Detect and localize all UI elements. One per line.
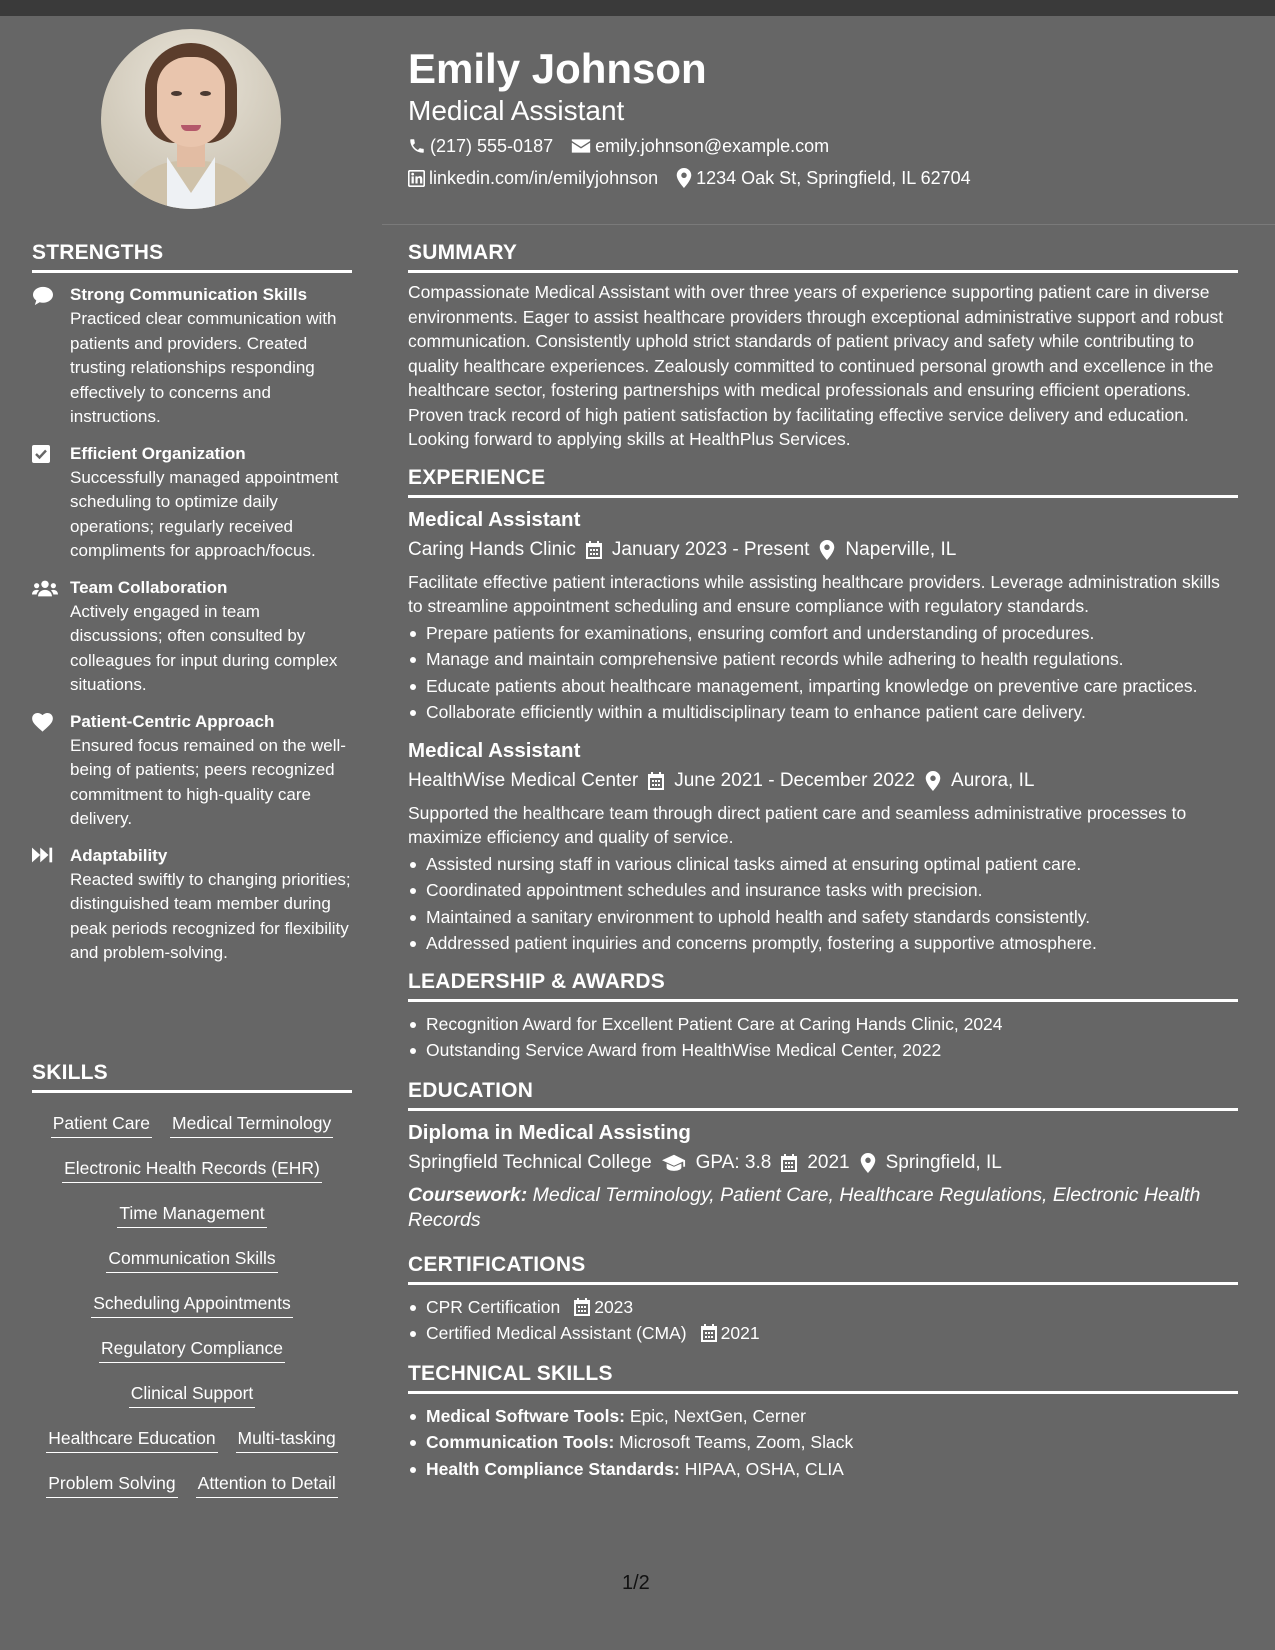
skill-tag: Clinical Support	[129, 1383, 256, 1408]
strength-title: Patient-Centric Approach	[70, 711, 275, 731]
address-text: 1234 Oak St, Springfield, IL 62704	[696, 168, 971, 188]
envelope-icon	[571, 138, 591, 154]
technical-skill-label: Medical Software Tools:	[426, 1405, 626, 1426]
skill-tag: Time Management	[117, 1203, 266, 1228]
technical-skill-value: Epic, NextGen, Cerner	[629, 1405, 806, 1426]
phone-icon	[408, 137, 426, 155]
coursework-label: Coursework:	[408, 1183, 528, 1206]
skill-tag: Attention to Detail	[196, 1473, 338, 1498]
summary-heading: SUMMARY	[408, 241, 1238, 273]
job-bullet: Coordinated appointment schedules and insurance tasks with precision.	[408, 878, 1238, 903]
skill-row	[32, 1103, 352, 1148]
technical-skill-label: Health Compliance Standards:	[426, 1458, 680, 1479]
experience-heading: EXPERIENCE	[408, 466, 1238, 498]
school-name: Springfield Technical College	[408, 1151, 652, 1173]
skill-row	[32, 1148, 352, 1193]
strength-item	[32, 283, 352, 430]
skill-tag: Multi-tasking	[236, 1428, 338, 1453]
award-item: Recognition Award for Excellent Patient Care at Caring Hands Clinic, 2024	[408, 1012, 1238, 1037]
phone-text: (217) 555-0187	[430, 136, 554, 156]
strength-description: Successfully managed appointment scheduling to optimize daily operations; regularly received compliments for approach/focus.	[70, 467, 339, 560]
strength-description: Practiced clear communication with patients and providers. Created trusting relationships responding effectively to concerns and instructions.	[70, 309, 337, 426]
calendar-icon	[574, 1298, 590, 1316]
job-dates-item	[648, 765, 915, 797]
skill-row	[32, 1238, 352, 1283]
strength-description: Reacted swiftly to changing priorities; distinguished team member during peak periods recognized for flexibility and problem-solving.	[70, 869, 351, 962]
strength-item	[32, 576, 352, 698]
header-divider	[382, 224, 1275, 225]
gpa-text: GPA: 3.8	[695, 1151, 772, 1173]
technical-skill-value: HIPAA, OSHA, CLIA	[684, 1458, 844, 1479]
contact-row-2	[408, 162, 1238, 194]
skill-row	[32, 1418, 352, 1463]
top-bar	[0, 0, 1275, 16]
job-description: Facilitate effective patient interactions while assisting healthcare providers. Leverage administration skills to streamline appointment scheduling and ensure compliance with regulatory standards.	[408, 571, 1220, 616]
job-location-item	[819, 534, 956, 566]
certification-name: Certified Medical Assistant (CMA)	[426, 1323, 687, 1343]
job-bullet: Assisted nursing staff in various clinical tasks aimed at ensuring optimal patient care.	[408, 852, 1238, 877]
email-text[interactable]: emily.johnson@example.com	[595, 136, 830, 156]
job-location: Naperville, IL	[845, 538, 957, 560]
certification-item	[408, 1295, 1238, 1320]
linkedin-text[interactable]: linkedin.com/in/emilyjohnson	[429, 168, 659, 188]
company-name: Caring Hands Clinic	[408, 538, 576, 560]
avatar	[101, 29, 281, 209]
map-pin-icon	[819, 540, 835, 560]
speech-bubble-icon	[32, 283, 70, 430]
skill-tag: Electronic Health Records (EHR)	[62, 1158, 322, 1183]
strengths-list	[32, 283, 352, 966]
skill-row	[32, 1373, 352, 1418]
profile-header	[408, 44, 1238, 194]
technical-skills-heading: TECHNICAL SKILLS	[408, 1362, 1238, 1394]
linkedin-icon	[408, 170, 425, 187]
job-bullet: Prepare patients for examinations, ensuring comfort and understanding of procedures.	[408, 621, 1238, 646]
job-bullet: Collaborate efficiently within a multidisciplinary team to enhance patient care delivery.	[408, 700, 1238, 725]
summary-text: Compassionate Medical Assistant with over three years of experience supporting patient care in diverse environments. Eager to assist healthcare providers through exceptional administrative support and robust communication. Consistently uphold strict standards of patient privacy and safety while contributing to quality healthcare experiences. Zealously committed to continued personal growth and excellence in the healthcare sector, fostering partnerships with medical professionals and ensuring efficient operations. Proven track record of high patient satisfaction by facilitating effective service delivery and education. Looking forward to applying skills at HealthPlus Services.	[408, 282, 1224, 449]
awards-list	[408, 1012, 1238, 1063]
users-icon	[32, 576, 70, 698]
email-contact[interactable]	[571, 130, 829, 162]
skill-tag: Communication Skills	[106, 1248, 277, 1273]
technical-skill-item	[408, 1430, 1238, 1455]
technical-skills-list	[408, 1404, 1238, 1482]
page-number: 1/2	[622, 1572, 650, 1594]
job-location: Aurora, IL	[951, 769, 1035, 791]
checkbox-icon	[32, 442, 70, 564]
strength-title: Adaptability	[70, 845, 168, 865]
skill-tag: Problem Solving	[46, 1473, 177, 1498]
company-name: HealthWise Medical Center	[408, 769, 639, 791]
certification-year: 2021	[720, 1323, 760, 1343]
skills-heading: SKILLS	[32, 1061, 352, 1093]
experience-list	[408, 506, 1238, 956]
strength-title: Team Collaboration	[70, 577, 228, 597]
technical-skill-value: Microsoft Teams, Zoom, Slack	[619, 1432, 854, 1452]
job-title: Medical Assistant	[408, 738, 581, 762]
candidate-title: Medical Assistant	[408, 95, 625, 126]
skill-tag: Healthcare Education	[46, 1428, 217, 1453]
education-meta	[408, 1147, 1238, 1179]
skills-list	[32, 1103, 352, 1508]
calendar-icon	[648, 772, 664, 790]
graduation-cap-icon	[662, 1154, 686, 1172]
fast-forward-icon	[32, 844, 70, 966]
candidate-name: Emily Johnson	[408, 45, 707, 92]
strength-item	[32, 442, 352, 564]
calendar-icon	[701, 1324, 717, 1342]
job-dates-item	[586, 534, 810, 566]
education-year: 2021	[807, 1151, 850, 1173]
job-bullet: Addressed patient inquiries and concerns promptly, fostering a supportive atmosphere.	[408, 931, 1238, 956]
map-pin-icon	[676, 168, 692, 188]
technical-skill-label: Communication Tools:	[426, 1432, 615, 1452]
job-dates: June 2021 - December 2022	[674, 769, 916, 791]
job-meta	[408, 534, 1238, 566]
contact-row-1	[408, 130, 1238, 162]
job-meta	[408, 765, 1238, 797]
job-dates: January 2023 - Present	[611, 538, 810, 560]
calendar-icon	[781, 1154, 797, 1172]
map-pin-icon	[860, 1153, 876, 1173]
job-title: Medical Assistant	[408, 507, 581, 531]
education-location: Springfield, IL	[885, 1151, 1002, 1173]
certifications-list	[408, 1295, 1238, 1346]
linkedin-contact[interactable]	[408, 162, 658, 194]
certification-name: CPR Certification	[426, 1296, 561, 1317]
degree-title: Diploma in Medical Assisting	[408, 1120, 691, 1144]
skill-tag: Medical Terminology	[170, 1113, 333, 1138]
coursework	[408, 1183, 1238, 1233]
calendar-icon	[586, 541, 602, 559]
award-item: Outstanding Service Award from HealthWise Medical Center, 2022	[408, 1038, 1238, 1063]
job-description: Supported the healthcare team through direct patient care and seamless administrative processes to maximize efficiency and quality of service.	[408, 802, 1187, 847]
job-entry	[408, 506, 1238, 725]
strength-description: Ensured focus remained on the well-being of patients; peers recognized commitment to high-quality care delivery.	[70, 735, 346, 828]
education-location-item	[860, 1147, 1002, 1179]
education-year-item	[781, 1147, 849, 1179]
address-contact	[676, 162, 971, 194]
map-pin-icon	[925, 771, 941, 791]
main-content	[408, 241, 1238, 1483]
skill-row	[32, 1283, 352, 1328]
job-bullet: Manage and maintain comprehensive patient records while adhering to health regulations.	[408, 647, 1238, 672]
strength-title: Strong Communication Skills	[70, 285, 308, 304]
certification-item	[408, 1321, 1238, 1346]
strength-description: Actively engaged in team discussions; often consulted by colleagues for input during complex situations.	[70, 601, 338, 694]
education-heading: EDUCATION	[408, 1079, 1238, 1111]
heart-icon	[32, 710, 70, 832]
job-location-item	[925, 765, 1034, 797]
skill-row	[32, 1193, 352, 1238]
coursework-text: Medical Terminology, Patient Care, Healthcare Regulations, Electronic Health Records	[408, 1183, 1201, 1231]
strength-item	[32, 710, 352, 832]
strength-title: Efficient Organization	[70, 443, 246, 463]
strength-item	[32, 844, 352, 966]
job-bullet: Maintained a sanitary environment to uphold health and safety standards consistently.	[408, 905, 1238, 930]
phone-contact	[408, 130, 553, 162]
skill-row	[32, 1463, 352, 1508]
job-bullets	[408, 621, 1238, 725]
certifications-heading: CERTIFICATIONS	[408, 1253, 1238, 1285]
job-bullets	[408, 852, 1238, 956]
job-bullet: Educate patients about healthcare management, imparting knowledge on preventive care practices.	[408, 674, 1238, 699]
skill-tag: Patient Care	[51, 1113, 152, 1138]
certification-year: 2023	[594, 1296, 634, 1317]
skill-tag: Regulatory Compliance	[99, 1338, 285, 1363]
strengths-section	[32, 241, 352, 978]
skill-row	[32, 1328, 352, 1373]
job-entry	[408, 737, 1238, 956]
technical-skill-item	[408, 1457, 1238, 1482]
skill-tag: Scheduling Appointments	[91, 1293, 293, 1318]
strengths-heading: STRENGTHS	[32, 241, 352, 273]
skills-section	[32, 1061, 352, 1508]
gpa-item	[662, 1147, 772, 1179]
technical-skill-item	[408, 1404, 1238, 1429]
awards-heading: LEADERSHIP & AWARDS	[408, 970, 1238, 1002]
